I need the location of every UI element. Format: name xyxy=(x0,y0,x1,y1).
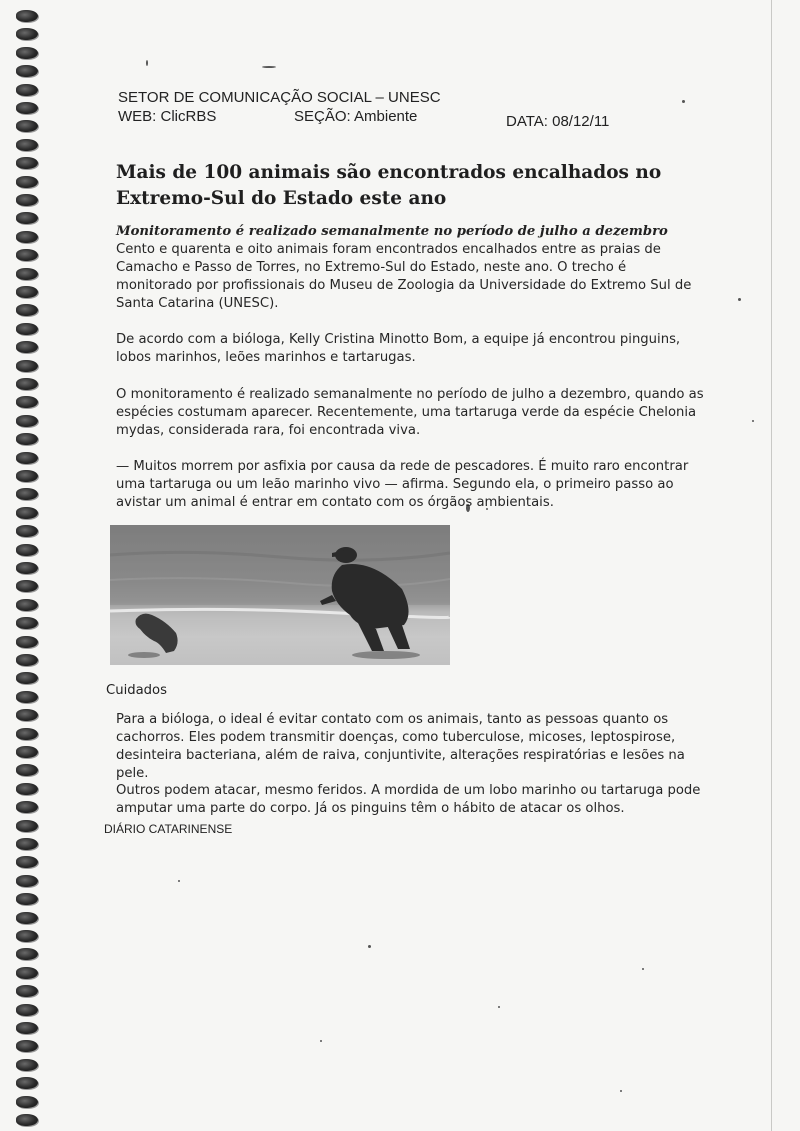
binding-ring xyxy=(16,893,38,905)
scan-speck xyxy=(146,60,148,66)
binding-ring xyxy=(16,912,38,924)
scan-speck xyxy=(178,880,180,882)
binding-ring xyxy=(16,617,38,629)
article-title: Mais de 100 animais são encontrados encalhados no Extremo-Sul do Estado este ano xyxy=(116,162,662,209)
binding-ring xyxy=(16,28,38,40)
binding-ring xyxy=(16,1040,38,1052)
binding-ring xyxy=(16,286,38,298)
paragraph-6: Outros podem atacar, mesmo feridos. A mordida de um lobo marinho ou tartaruga pode amputar uma parte do corpo. Já os pinguins têm o hábito de atacar os olhos. xyxy=(116,783,701,816)
binding-ring xyxy=(16,985,38,997)
scan-speck xyxy=(262,66,276,68)
scan-speck xyxy=(320,1040,322,1042)
binding-ring xyxy=(16,636,38,648)
scan-speck xyxy=(682,100,685,103)
article-source: DIÁRIO CATARINENSE xyxy=(104,822,233,836)
scan-speck xyxy=(752,420,754,422)
binding-ring xyxy=(16,875,38,887)
binding-ring xyxy=(16,452,38,464)
paragraph-3: O monitoramento é realizado semanalmente no período de julho a dezembro, quando as espécies costumam aparecer. Recentemente, uma tartaruga verde da espécie Chelonia mydas, considerada rara, foi encontrada viva. xyxy=(116,387,704,438)
header-secao: SEÇÃO: Ambiente xyxy=(294,108,418,125)
page-edge-line xyxy=(771,0,772,1131)
binding-ring xyxy=(16,820,38,832)
scan-speck xyxy=(738,298,741,301)
binding-ring xyxy=(16,856,38,868)
article-photo xyxy=(110,525,450,665)
binding-ring xyxy=(16,323,38,335)
binding-ring xyxy=(16,599,38,611)
scan-speck xyxy=(498,1006,500,1008)
binding-ring xyxy=(16,102,38,114)
binding-ring xyxy=(16,378,38,390)
binding-ring xyxy=(16,488,38,500)
header-data: DATA: 08/12/11 xyxy=(506,113,610,130)
binding-ring xyxy=(16,544,38,556)
binding-ring xyxy=(16,507,38,519)
binding-ring xyxy=(16,562,38,574)
binding-ring xyxy=(16,1022,38,1034)
scan-speck xyxy=(642,968,644,970)
scan-speck xyxy=(368,945,371,948)
header-sector: SETOR DE COMUNICAÇÃO SOCIAL – UNESC xyxy=(118,89,441,106)
binding-ring xyxy=(16,157,38,169)
binding-ring xyxy=(16,212,38,224)
paragraph-1: Cento e quarenta e oito animais foram encontrados encalhados entre as praias de Camacho e Passo de Torres, no Extremo-Sul do Estado, neste ano. O trecho é monitorado por profissionais do Museu de Zoologia da Universidade do Extremo Sul de Santa Catarina (UNESC). xyxy=(116,242,692,311)
article-subtitle: Monitoramento é realizado semanalmente no período de julho a dezembro xyxy=(116,224,668,239)
binding-ring xyxy=(16,930,38,942)
binding-ring xyxy=(16,268,38,280)
binding-ring xyxy=(16,1077,38,1089)
binding-ring xyxy=(16,470,38,482)
binding-ring xyxy=(16,728,38,740)
binding-ring xyxy=(16,580,38,592)
binding-ring xyxy=(16,415,38,427)
photo-illustration xyxy=(110,525,450,665)
binding-ring xyxy=(16,231,38,243)
binding-ring xyxy=(16,341,38,353)
spiral-binding xyxy=(8,6,44,1126)
binding-ring xyxy=(16,139,38,151)
binding-ring xyxy=(16,1096,38,1108)
binding-ring xyxy=(16,396,38,408)
binding-ring xyxy=(16,360,38,372)
binding-ring xyxy=(16,691,38,703)
binding-ring xyxy=(16,10,38,22)
binding-ring xyxy=(16,948,38,960)
paragraph-5: Para a bióloga, o ideal é evitar contato com os animais, tanto as pessoas quanto os cachorros. Eles podem transmitir doenças, como tuberculose, micoses, leptospirose, desinteira bacteriana, além de raiva, conjuntivite, alterações respiratórias e lesões na pele. xyxy=(116,712,685,781)
binding-ring xyxy=(16,783,38,795)
binding-ring xyxy=(16,801,38,813)
binding-ring xyxy=(16,176,38,188)
binding-ring xyxy=(16,1004,38,1016)
binding-ring xyxy=(16,120,38,132)
binding-ring xyxy=(16,709,38,721)
binding-ring xyxy=(16,304,38,316)
binding-ring xyxy=(16,967,38,979)
binding-ring xyxy=(16,654,38,666)
binding-ring xyxy=(16,1114,38,1126)
binding-ring xyxy=(16,194,38,206)
binding-ring xyxy=(16,433,38,445)
paragraph-4: — Muitos morrem por asfixia por causa da rede de pescadores. É muito raro encontrar uma tartaruga ou um leão marinho vivo — afirma. Segundo ela, o primeiro passo ao avistar um animal é entrar em contato com os órgãos ambientais. xyxy=(116,459,689,510)
binding-ring xyxy=(16,746,38,758)
binding-ring xyxy=(16,249,38,261)
binding-ring xyxy=(16,65,38,77)
section-heading-cuidados: Cuidados xyxy=(106,683,167,698)
binding-ring xyxy=(16,84,38,96)
document-header xyxy=(118,88,678,130)
binding-ring xyxy=(16,838,38,850)
scan-speck xyxy=(620,1090,622,1092)
binding-ring xyxy=(16,47,38,59)
binding-ring xyxy=(16,764,38,776)
binding-ring xyxy=(16,1059,38,1071)
binding-ring xyxy=(16,525,38,537)
header-web: WEB: ClicRBS xyxy=(118,108,217,125)
paragraph-2: De acordo com a bióloga, Kelly Cristina Minotto Bom, a equipe já encontrou pinguins, lobos marinhos, leões marinhos e tartarugas. xyxy=(116,332,681,365)
binding-ring xyxy=(16,672,38,684)
